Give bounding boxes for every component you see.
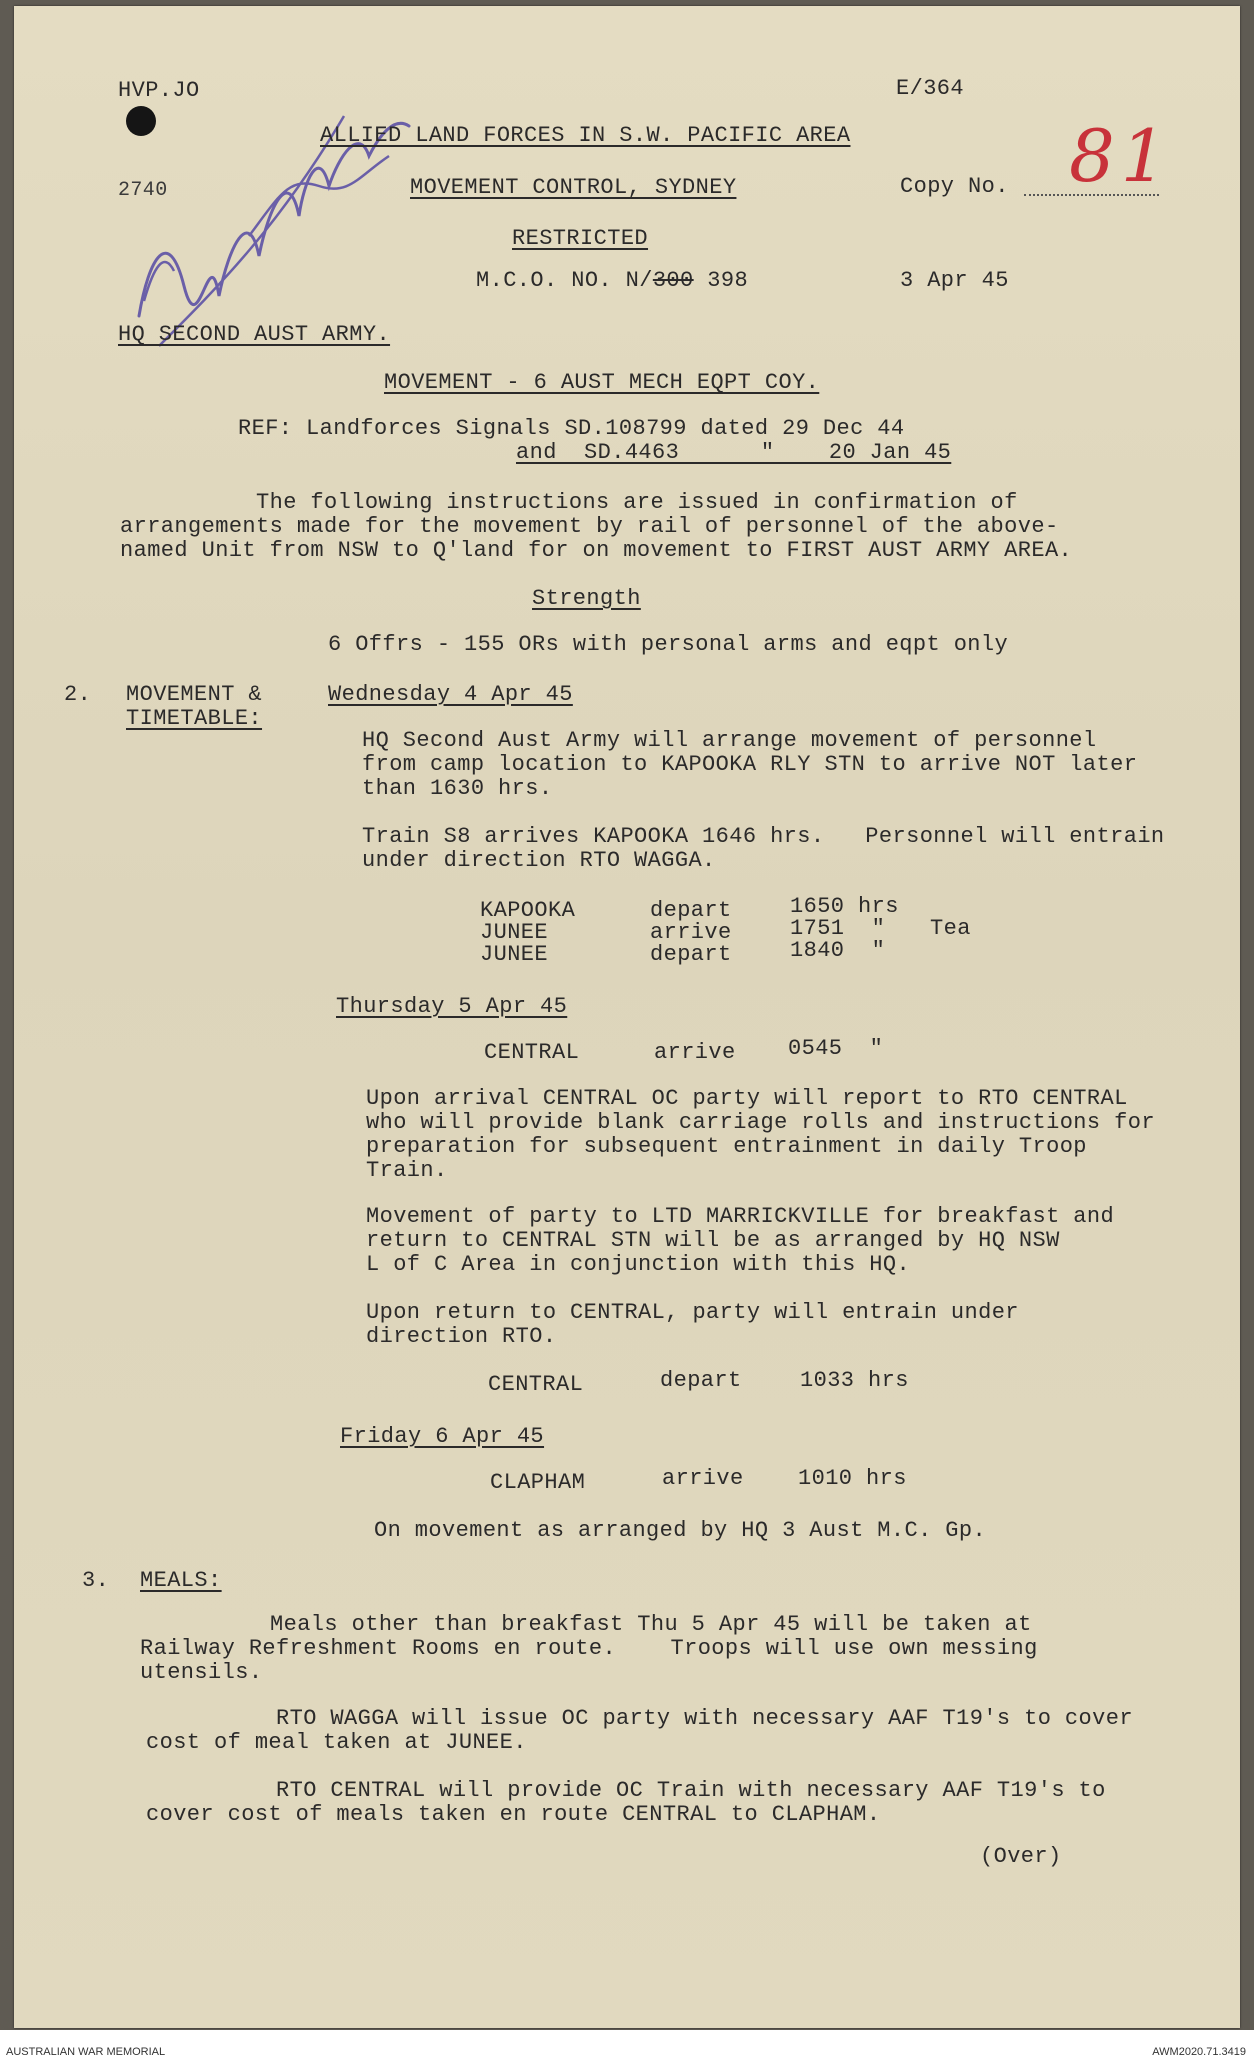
para-3-line-1: Upon arrival CENTRAL OC party will report to RTO CENTRAL (366, 1086, 1128, 1111)
section-2-number: 2. (64, 682, 92, 707)
para-1-line-2: from camp location to KAPOOKA RLY STN to arrive NOT later (362, 752, 1138, 777)
section-3-label: MEALS: (140, 1568, 222, 1593)
para-4-line-1: Movement of party to LTD MARRICKVILLE for breakfast and (366, 1204, 1115, 1229)
ref-line-2: and SD.4463 " 20 Jan 45 (516, 440, 952, 465)
central-arrive-action: arrive (654, 1040, 736, 1065)
strength-text: 6 Offrs - 155 ORs with personal arms and eqpt only (328, 632, 1009, 657)
onward-movement: On movement as arranged by HQ 3 Aust M.C. Gp. (374, 1518, 987, 1543)
para-3-line-3: preparation for subsequent entrainment in daily Troop (366, 1134, 1087, 1159)
para-2-line-2: under direction RTO WAGGA. (362, 848, 716, 873)
meals-para-1-line-2: Railway Refreshment Rooms en route. Troops will use own messing (140, 1636, 1038, 1661)
mco-number: M.C.O. NO. N/300 398 (476, 268, 749, 293)
ref-line-1: REF: Landforces Signals SD.108799 dated 29 Dec 44 (238, 416, 905, 441)
clapham-action: arrive (662, 1466, 744, 1491)
file-ref-right: E/364 (896, 76, 965, 101)
section-2-label-2: TIMETABLE: (126, 706, 263, 731)
over-marker: (Over) (980, 1844, 1062, 1869)
central-depart-action: depart (660, 1368, 742, 1393)
table-row-action: depart (650, 942, 732, 967)
addressee: HQ SECOND AUST ARMY. (118, 322, 391, 347)
handwritten-number: 2740 (118, 179, 168, 202)
document-title: MOVEMENT - 6 AUST MECH EQPT COY. (384, 370, 820, 395)
para-5-line-2: direction RTO. (366, 1324, 557, 1349)
copy-label: Copy No. (900, 174, 1009, 199)
central-arrive-time: 0545 " (788, 1036, 884, 1061)
document-page (14, 6, 1240, 2028)
meals-para-2-line-2: cost of meal taken at JUNEE. (146, 1730, 527, 1755)
clapham-station: CLAPHAM (490, 1470, 586, 1495)
archive-footer (0, 2030, 1254, 2061)
day-3: Friday 6 Apr 45 (340, 1424, 545, 1449)
footer-institution: AUSTRALIAN WAR MEMORIAL (6, 2046, 166, 2058)
central-depart-station: CENTRAL (488, 1372, 584, 1397)
day-1: Wednesday 4 Apr 45 (328, 682, 573, 707)
para-1-line-1: HQ Second Aust Army will arrange movement of personnel (362, 728, 1097, 753)
section-2-label-1: MOVEMENT & (126, 682, 263, 707)
central-depart-time: 1033 hrs (800, 1368, 909, 1393)
mco-struck: 300 (652, 268, 694, 293)
meals-para-1-line-3: utensils. (140, 1660, 263, 1685)
meals-para-3-line-1: RTO CENTRAL will provide OC Train with necessary AAF T19's to (276, 1778, 1106, 1803)
para-4-line-3: L of C Area in conjunction with this HQ. (366, 1252, 911, 1277)
para-2-line-1: Train S8 arrives KAPOOKA 1646 hrs. Personnel will entrain (362, 824, 1165, 849)
central-arrive-station: CENTRAL (484, 1040, 580, 1065)
table-row-station: JUNEE (480, 920, 549, 945)
day-2: Thursday 5 Apr 45 (336, 994, 568, 1019)
para-5-line-1: Upon return to CENTRAL, party will entrain under (366, 1300, 1019, 1325)
para-1-line-3: than 1630 hrs. (362, 776, 553, 801)
file-ref-left: HVP.JO (118, 78, 200, 103)
para-3-line-4: Train. (366, 1158, 448, 1183)
table-row-time: 1840 " (790, 938, 886, 963)
copy-number: 81 (1069, 114, 1173, 198)
table-row-action: depart (650, 898, 732, 923)
classification: RESTRICTED (512, 226, 649, 251)
table-row-station: KAPOOKA (480, 898, 576, 923)
table-row-note: Tea (930, 916, 971, 941)
intro-line-3: named Unit from NSW to Q'land for on movement to FIRST AUST ARMY AREA. (120, 538, 1073, 563)
org-line-1: ALLIED LAND FORCES IN S.W. PACIFIC AREA (320, 123, 851, 148)
para-4-line-2: return to CENTRAL STN will be as arranged by HQ NSW (366, 1228, 1060, 1253)
strength-heading: Strength (532, 586, 641, 611)
org-line-2: MOVEMENT CONTROL, SYDNEY (410, 175, 737, 200)
meals-para-3-line-2: cover cost of meals taken en route CENTRAL to CLAPHAM. (146, 1802, 881, 1827)
intro-line-1: The following instructions are issued in confirmation of (256, 490, 1018, 515)
order-date: 3 Apr 45 (900, 268, 1009, 293)
footer-accession: AWM2020.71.3419 (1152, 2046, 1246, 2058)
table-row-time: 1650 hrs (790, 894, 899, 919)
table-row-time: 1751 " (790, 916, 886, 941)
meals-para-2-line-1: RTO WAGGA will issue OC party with necessary AAF T19's to cover (276, 1706, 1133, 1731)
table-row-station: JUNEE (480, 942, 549, 967)
meals-para-1-line-1: Meals other than breakfast Thu 5 Apr 45 will be taken at (270, 1612, 1032, 1637)
section-3-number: 3. (82, 1568, 110, 1593)
table-row-action: arrive (650, 920, 732, 945)
para-3-line-2: who will provide blank carriage rolls and instructions for (366, 1110, 1155, 1135)
clapham-time: 1010 hrs (798, 1466, 907, 1491)
intro-line-2: arrangements made for the movement by rail of personnel of the above- (120, 514, 1059, 539)
